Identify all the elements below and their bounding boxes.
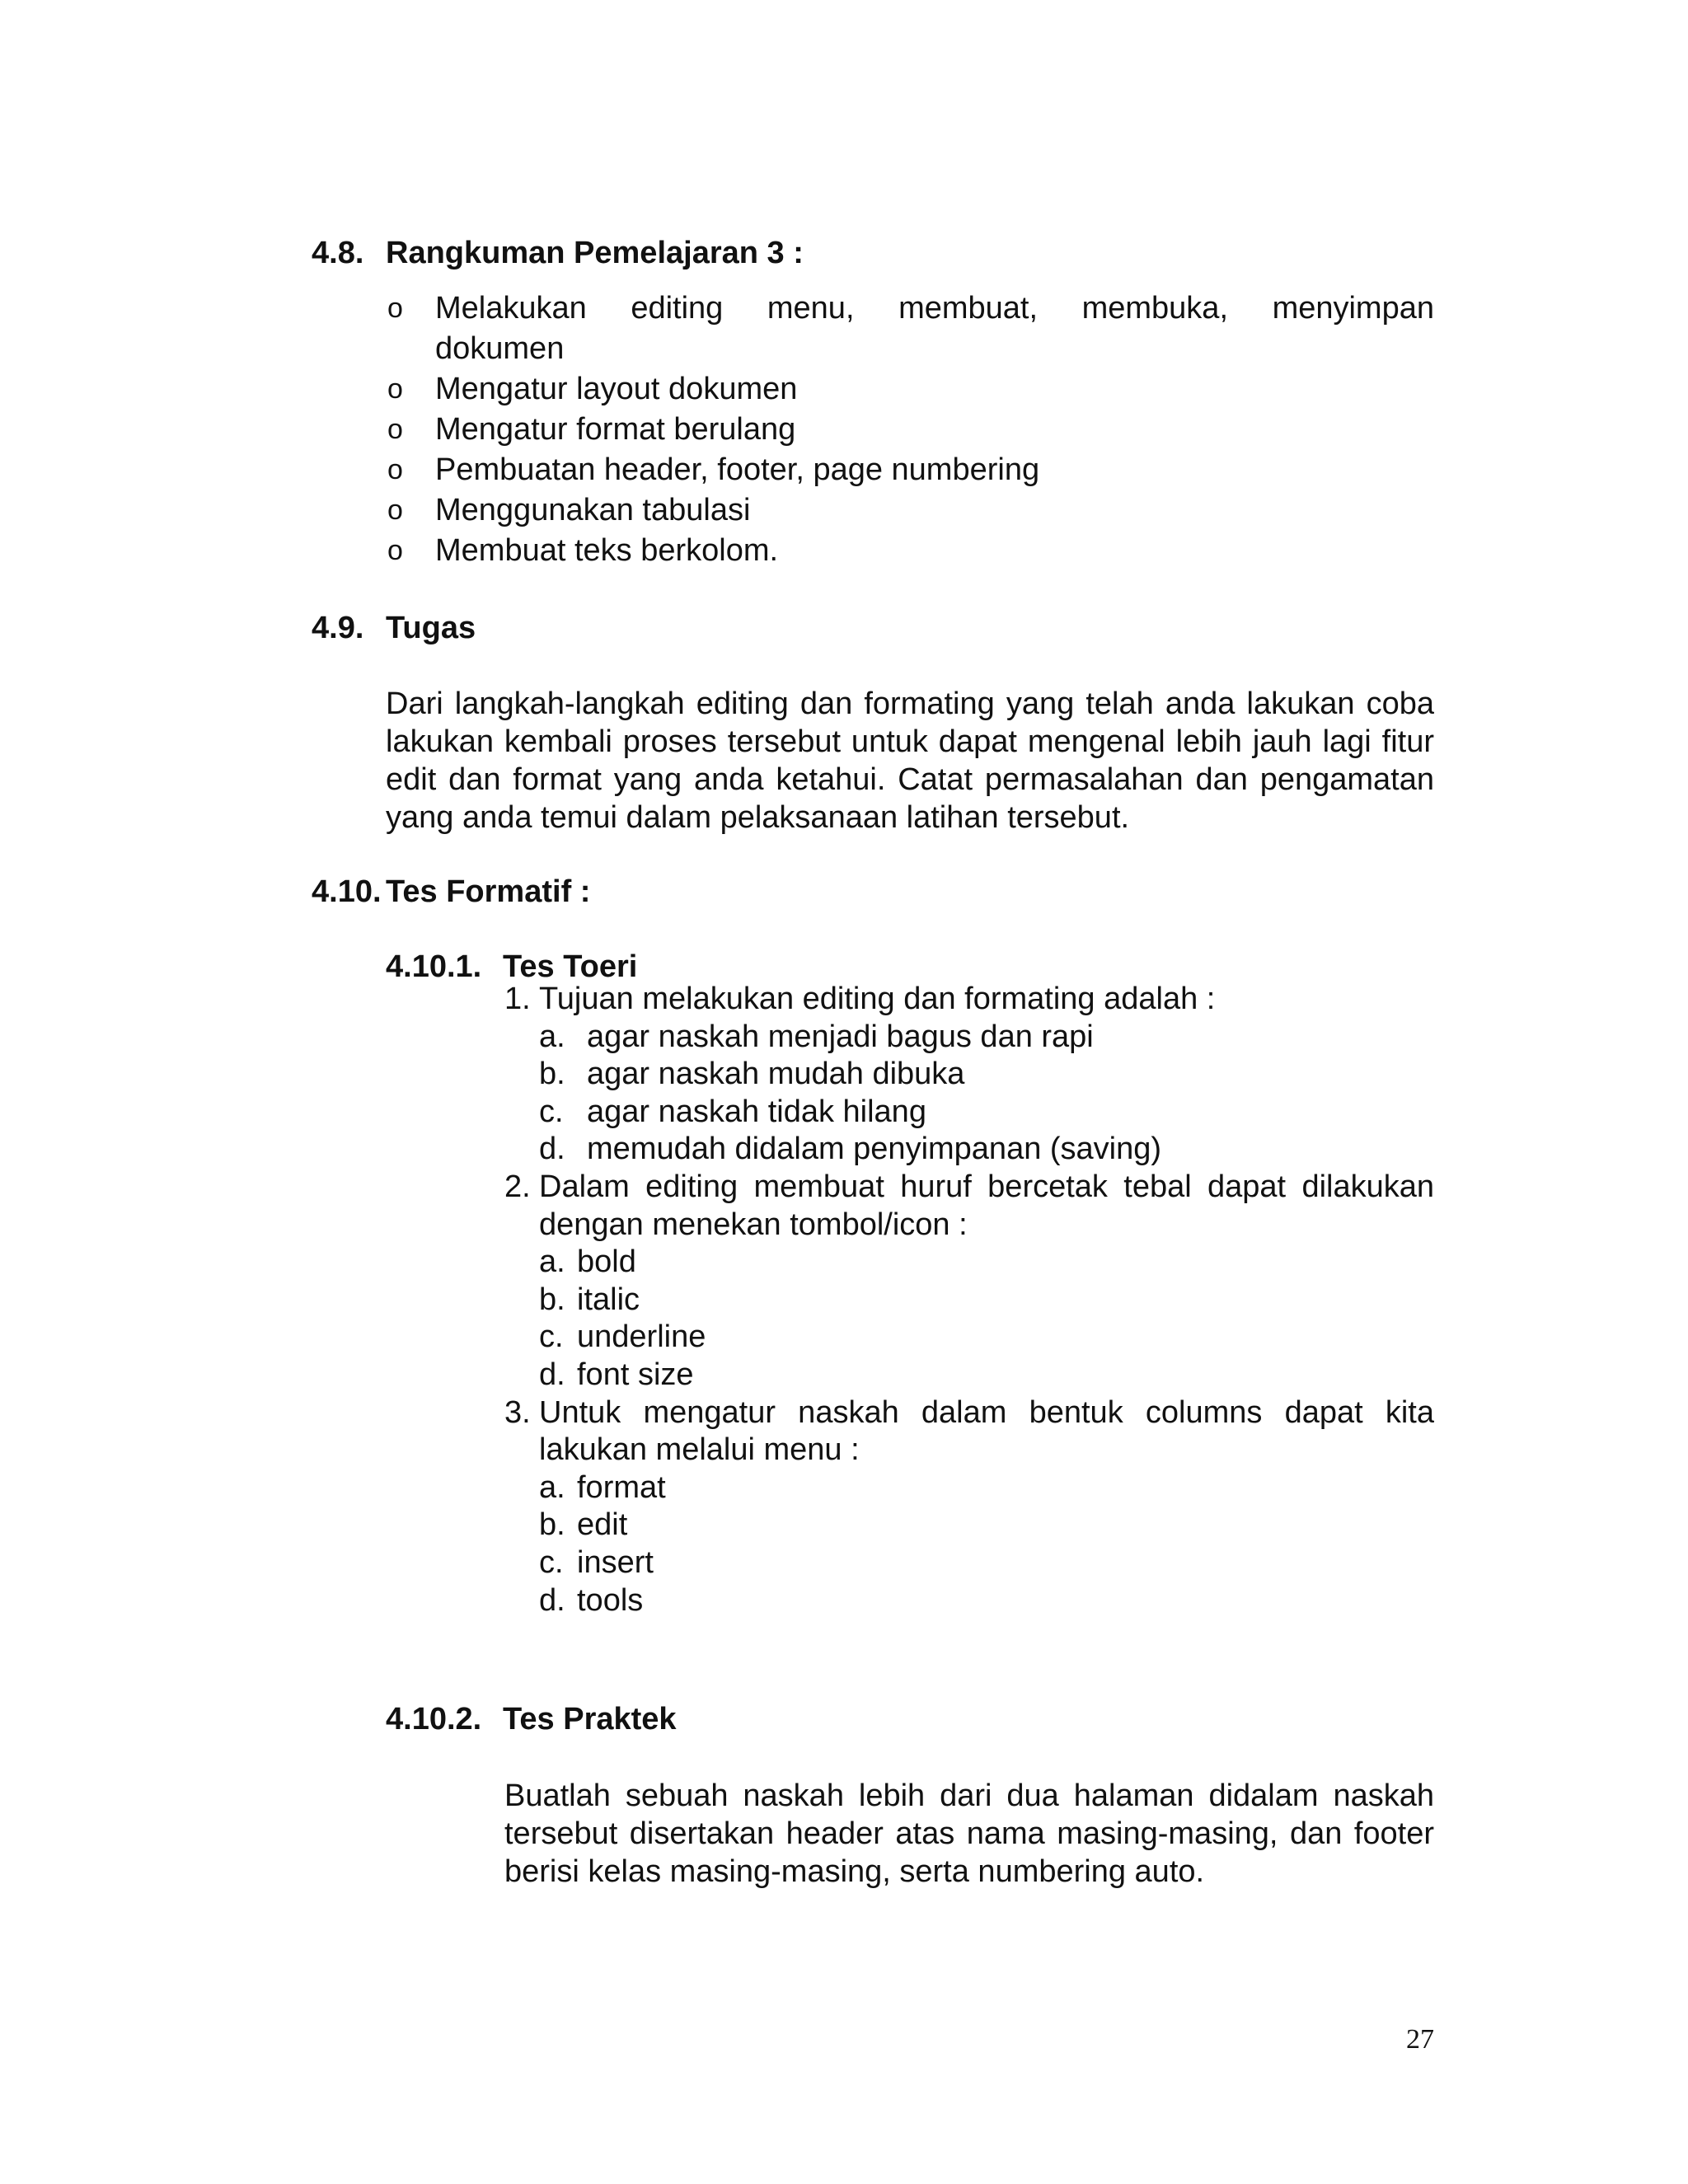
option-text: edit	[577, 1507, 628, 1543]
list-item-text: Mengatur layout dokumen	[435, 372, 798, 406]
bullet-marker: o	[387, 494, 403, 526]
summary-list	[387, 288, 1434, 571]
option-label: d.	[539, 1132, 565, 1167]
question-item	[504, 981, 1434, 1169]
option-label: c.	[539, 1094, 564, 1129]
option-label: d.	[539, 1582, 565, 1618]
answer-option	[539, 1094, 1434, 1132]
list-item	[387, 410, 1434, 450]
answer-option	[539, 1131, 1434, 1169]
option-label: c.	[539, 1544, 564, 1580]
question-text: Dalam editing membuat huruf bercetak tebal dapat dilakukan dengan menekan tombol/icon :	[539, 1169, 1434, 1242]
list-item-text: Mengatur format berulang	[435, 412, 796, 447]
list-item	[387, 450, 1434, 490]
section-number: 4.8.	[312, 236, 364, 270]
list-item-text: Melakukan editing menu, membuat, membuka, menyimpan	[435, 291, 1434, 326]
option-label: c.	[539, 1319, 564, 1355]
list-item	[387, 531, 1434, 571]
option-label: b.	[539, 1282, 565, 1317]
question-number: 3.	[504, 1394, 531, 1430]
option-text: italic	[577, 1282, 640, 1317]
answer-option	[539, 1582, 1434, 1620]
question-list	[504, 981, 1434, 1619]
answer-option	[539, 1469, 1434, 1507]
question-text: Tujuan melakukan editing dan formating adalah :	[539, 982, 1216, 1016]
answer-option	[539, 1319, 1434, 1357]
list-item-text: Membuat teks berkolom.	[435, 533, 779, 568]
list-item	[387, 369, 1434, 410]
answer-option	[539, 1357, 1434, 1394]
list-item	[387, 490, 1434, 531]
section-title: Rangkuman Pemelajaran 3 :	[386, 236, 804, 270]
answer-option	[539, 1019, 1434, 1057]
section-number: 4.9.	[312, 611, 364, 645]
option-label: a.	[539, 1244, 565, 1280]
question-item	[504, 1169, 1434, 1394]
section-title: Tes Formatif :	[386, 874, 591, 909]
option-text: insert	[577, 1544, 654, 1580]
option-text: format	[577, 1469, 666, 1505]
answer-option	[539, 1507, 1434, 1544]
answer-option	[539, 1056, 1434, 1094]
list-item-text: Pembuatan header, footer, page numbering	[435, 452, 1040, 487]
question-text: Untuk mengatur naskah dalam bentuk columns dapat kita lakukan melalui menu :	[539, 1394, 1434, 1468]
answer-option	[539, 1544, 1434, 1582]
page-number: 27	[1406, 2024, 1434, 2055]
option-label: b.	[539, 1507, 565, 1543]
bullet-marker: o	[387, 293, 403, 324]
bullet-marker: o	[387, 373, 403, 405]
bullet-marker: o	[387, 454, 403, 485]
section-number: 4.10.2.	[386, 1702, 482, 1736]
option-text: underline	[577, 1319, 706, 1355]
option-label: a.	[539, 1469, 565, 1505]
question-item	[504, 1394, 1434, 1620]
option-label: d.	[539, 1357, 565, 1392]
option-text: agar naskah mudah dibuka	[587, 1057, 965, 1092]
list-item-text: Menggunakan tabulasi	[435, 493, 751, 527]
answer-option	[539, 1282, 1434, 1319]
section-title: Tes Toeri	[503, 949, 638, 984]
bullet-marker: o	[387, 414, 403, 445]
section-title: Tes Praktek	[503, 1702, 677, 1736]
option-text: agar naskah tidak hilang	[587, 1094, 926, 1129]
answer-option	[539, 1244, 1434, 1282]
tugas-paragraph: Dari langkah-langkah editing dan formating yang telah anda lakukan coba lakukan kembali proses tersebut untuk dapat mengenal lebih jauh lagi fitur edit dan format yang anda ketahui. Catat permasalahan dan pengamatan yang anda temui dalam pelaksanaan latihan tersebut.	[386, 687, 1434, 835]
list-item-text-continued: dokumen	[435, 331, 565, 366]
option-text: font size	[577, 1357, 694, 1392]
list-item	[387, 288, 1434, 369]
section-number: 4.10.1.	[386, 949, 482, 984]
option-text: agar naskah menjadi bagus dan rapi	[587, 1019, 1094, 1054]
option-label: b.	[539, 1057, 565, 1092]
praktek-paragraph: Buatlah sebuah naskah lebih dari dua halaman didalam naskah tersebut disertakan header atas nama masing-masing, dan footer berisi kelas masing-masing, serta numbering auto.	[504, 1779, 1434, 1889]
option-text: tools	[577, 1582, 644, 1618]
section-title: Tugas	[386, 611, 476, 645]
section-number: 4.10.	[312, 874, 382, 909]
question-number: 1.	[504, 982, 531, 1016]
option-text: bold	[577, 1244, 636, 1280]
question-number: 2.	[504, 1169, 531, 1204]
option-text: memudah didalam penyimpanan (saving)	[587, 1132, 1162, 1167]
option-label: a.	[539, 1019, 565, 1054]
bullet-marker: o	[387, 535, 403, 566]
